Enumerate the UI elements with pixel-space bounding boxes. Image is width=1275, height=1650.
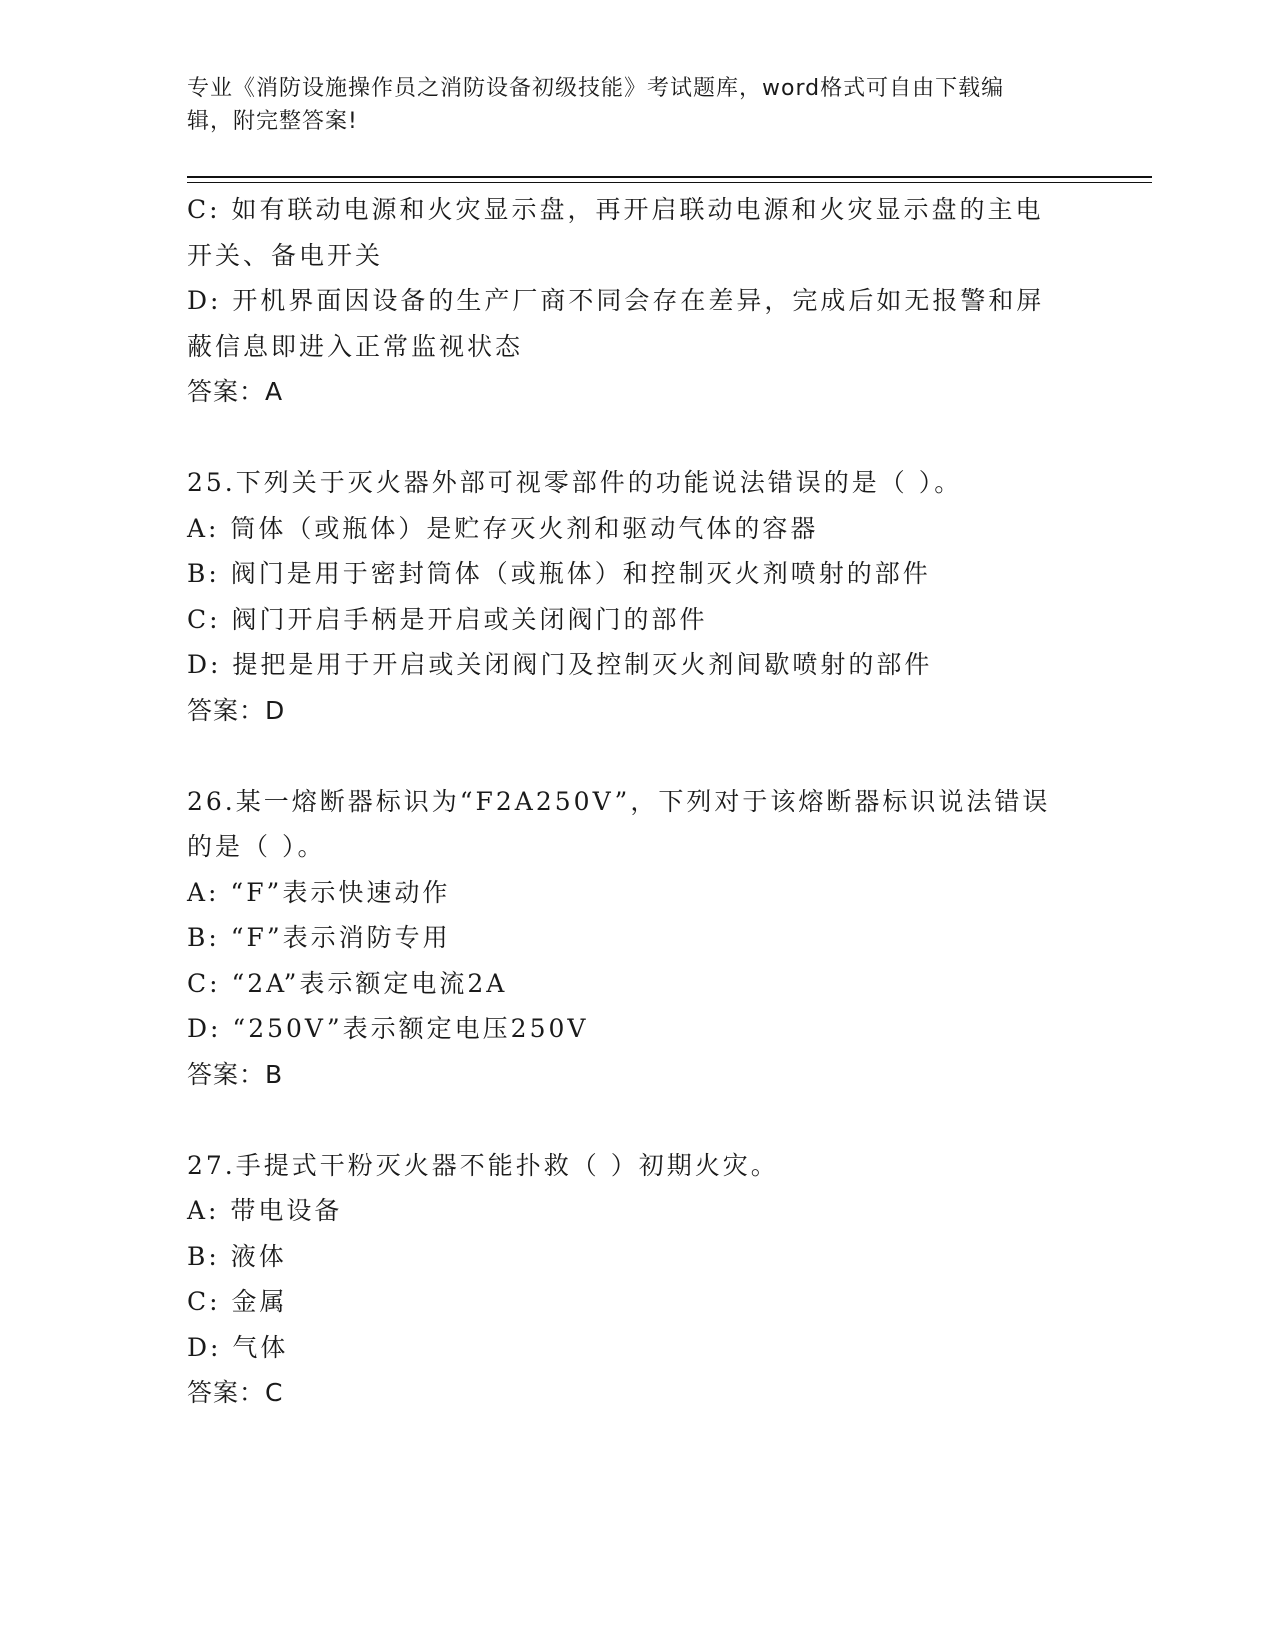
option-a: A: 带电设备 (187, 1196, 343, 1225)
option-c-line-2: 开关、备电开关 (187, 240, 384, 270)
answer-27: 答案：C (187, 1378, 284, 1407)
option-d: D: 气体 (187, 1332, 289, 1362)
option-d: D: 提把是用于开启或关闭阀门及控制灭火剂间歇喷射的部件 (187, 650, 933, 679)
header-divider-thick (187, 176, 1152, 178)
question-text: 27.手提式干粉灭火器不能扑救（ ）初期火灾。 (187, 1150, 779, 1180)
question-26 (187, 779, 1087, 1098)
question-text-line-2: 的是（ ）。 (187, 832, 326, 861)
spacer (187, 733, 1087, 779)
option-c-line-1: C: 如有联动电源和火灾显示盘，再开启联动电源和火灾显示盘的主电 (187, 195, 1044, 224)
question-27 (187, 1143, 1087, 1416)
option-b: B: 液体 (187, 1241, 287, 1271)
option-d-line-1: D: 开机界面因设备的生产厂商不同会存在差异，完成后如无报警和屏 (187, 286, 1045, 315)
spacer (187, 415, 1087, 461)
document-header (187, 72, 1067, 138)
spacer (187, 1097, 1087, 1143)
option-b: B: “F”表示消防专用 (187, 923, 451, 952)
question-text-line-1: 26.某一熔断器标识为“F2A250V”，下列对于该熔断器标识说法错误 (187, 786, 1051, 816)
option-c: C: 阀门开启手柄是开启或关闭阀门的部件 (187, 604, 708, 634)
option-d-line-2: 蔽信息即进入正常监视状态 (187, 331, 524, 361)
answer-26: 答案：B (187, 1059, 284, 1089)
option-b: B: 阀门是用于密封筒体（或瓶体）和控制灭火剂喷射的部件 (187, 559, 931, 588)
header-line-2: 辑，附完整答案! (187, 109, 358, 134)
question-text: 25.下列关于灭火器外部可视零部件的功能说法错误的是（ ）。 (187, 468, 963, 497)
answer-25: 答案：D (187, 695, 286, 725)
option-a: A: 筒体（或瓶体）是贮存灭火剂和驱动气体的容器 (187, 513, 819, 543)
question-24-tail (187, 187, 1087, 415)
option-c: C: “2A”表示额定电流2A (187, 968, 508, 998)
header-divider-thin (187, 182, 1152, 183)
question-25 (187, 460, 1087, 733)
question-list (187, 187, 1087, 1416)
answer-24: 答案：A (187, 377, 284, 406)
option-a: A: “F”表示快速动作 (187, 877, 451, 907)
option-d: D: “250V”表示额定电压250V (187, 1014, 589, 1043)
header-line-1: 专业《消防设施操作员之消防设备初级技能》考试题库，word格式可自由下载编 (187, 76, 1005, 101)
option-c: C: 金属 (187, 1287, 288, 1316)
